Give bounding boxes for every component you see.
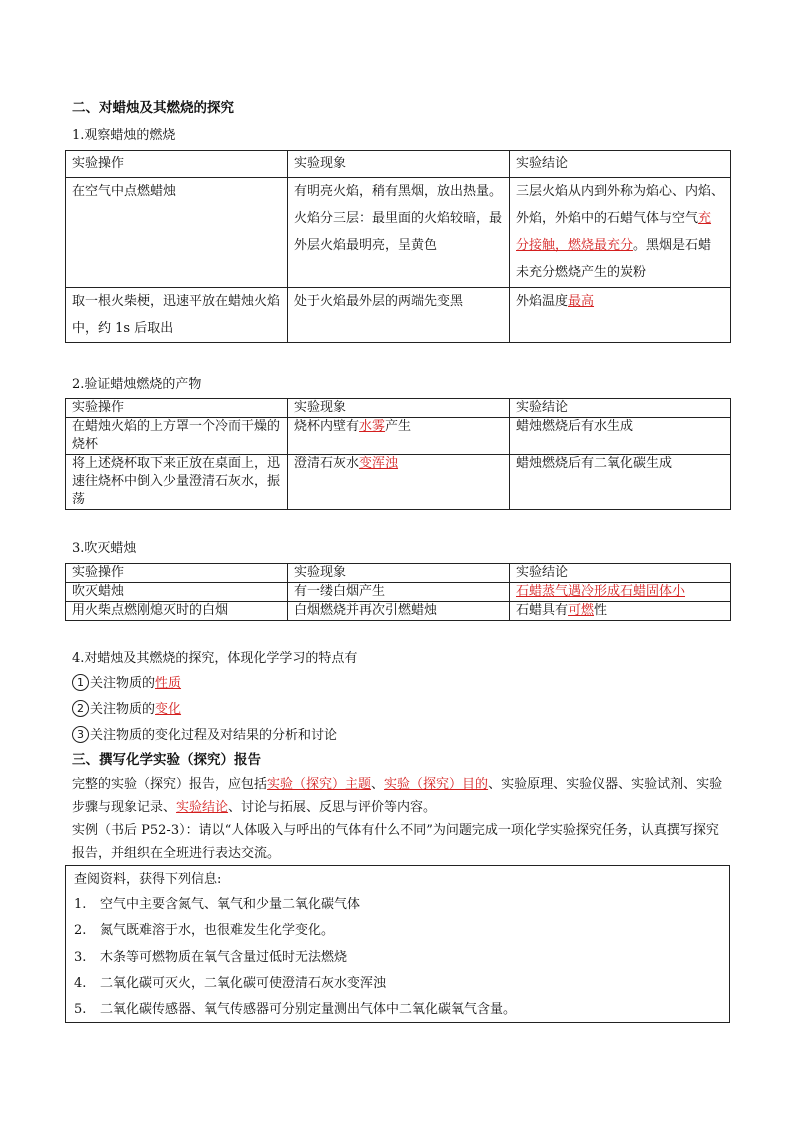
cell-phenomenon xyxy=(288,455,510,510)
answer-text: 实验结论 xyxy=(176,800,229,815)
paragraph-text: 完整的实验（探究）报告，应包括 xyxy=(72,777,268,792)
list-item xyxy=(74,998,516,1017)
header-operation: 实验操作 xyxy=(66,151,288,178)
list-item xyxy=(74,919,334,938)
cell-conclusion xyxy=(510,178,731,288)
cell-conclusion xyxy=(510,583,731,602)
conclusion-text: 性 xyxy=(594,603,608,618)
report-contents-paragraph xyxy=(72,773,727,819)
list-number: 1. xyxy=(74,897,87,912)
cell-phenomenon xyxy=(288,418,510,455)
phenomenon-text: 澄清石灰水 xyxy=(294,456,360,471)
cell-conclusion: 蜡烛燃烧后有水生成 xyxy=(510,418,731,455)
circled-number: 1 xyxy=(72,674,89,691)
feature-item xyxy=(72,698,181,717)
paragraph-text: 、实验原理、实验仪器、实验试剂、实验步骤与现象记录、 xyxy=(72,777,723,815)
cell-operation: 在蜡烛火焰的上方罩一个冷而干燥的烧杯 xyxy=(66,418,288,455)
list-text: 氮气既难溶于水，也很难发生化学变化。 xyxy=(100,923,335,938)
cell-conclusion xyxy=(510,288,731,343)
answer-text: 性质 xyxy=(155,676,182,691)
cell-operation: 将上述烧杯取下来正放在桌面上，迅速往烧杯中倒入少量澄清石灰水，振荡 xyxy=(66,455,288,510)
list-text: 空气中主要含氮气、氧气和少量二氧化碳气体 xyxy=(100,897,361,912)
feature-text: 关注物质的变化过程及对结果的分析和讨论 xyxy=(90,728,338,743)
reference-info-box xyxy=(65,865,730,1023)
feature-item xyxy=(72,672,181,691)
cell-conclusion: 蜡烛燃烧后有二氧化碳生成 xyxy=(510,455,731,510)
cell-conclusion xyxy=(510,602,731,621)
list-number: 5. xyxy=(74,1002,87,1017)
list-item xyxy=(74,946,347,965)
list-number: 2. xyxy=(74,923,87,938)
conclusion-text: 三层火焰从内到外称为焰心、内焰、外焰，外焰中的石蜡气体与空气 xyxy=(516,184,725,226)
cell-operation: 吹灭蜡烛 xyxy=(66,583,288,602)
cell-operation: 取一根火柴梗，迅速平放在蜡烛火焰中，约 1s 后取出 xyxy=(66,288,288,343)
header-phenomenon: 实验现象 xyxy=(288,399,510,418)
example-paragraph: 实例（书后 P52-3）：请以“人体吸入与呼出的气体有什么不同”为问题完成一项化学实验探究任务，认真撰写探究报告，并组织在全班进行表达交流。 xyxy=(72,823,719,861)
list-item xyxy=(74,893,360,912)
cell-operation: 在空气中点燃蜡烛 xyxy=(66,178,288,288)
conclusion-text: 石蜡具有 xyxy=(516,603,569,618)
subsection-2-title: 2.验证蜡烛燃烧的产物 xyxy=(72,377,202,392)
section-2-title: 二、对蜡烛及其燃烧的探究 xyxy=(72,100,234,116)
header-conclusion: 实验结论 xyxy=(510,151,731,178)
list-item xyxy=(74,972,386,991)
cell-phenomenon: 有一缕白烟产生 xyxy=(288,583,510,602)
table-verify-products xyxy=(65,398,731,510)
table-observe-burning xyxy=(65,150,731,343)
list-number: 3. xyxy=(74,950,87,965)
feature-text: 关注物质的 xyxy=(90,676,156,691)
header-conclusion: 实验结论 xyxy=(510,564,731,583)
cell-phenomenon: 处于火焰最外层的两端先变黑 xyxy=(288,288,510,343)
answer-text: 实验（探究）目的 xyxy=(384,777,489,792)
list-text: 二氧化碳可灭火，二氧化碳可使澄清石灰水变浑浊 xyxy=(100,976,387,991)
circled-number: 3 xyxy=(72,726,89,743)
phenomenon-text: 烧杯内壁有 xyxy=(294,419,360,434)
paragraph-text: 、讨论与拓展、反思与评价等内容。 xyxy=(228,800,437,815)
feature-item xyxy=(72,724,337,743)
answer-text: 最高 xyxy=(568,294,595,309)
phenomenon-text: 产生 xyxy=(385,419,412,434)
section-3-title: 三、撰写化学实验（探究）报告 xyxy=(72,752,261,768)
header-conclusion: 实验结论 xyxy=(510,399,731,418)
header-phenomenon: 实验现象 xyxy=(288,564,510,583)
circled-number: 2 xyxy=(72,700,89,717)
conclusion-text: 外焰温度 xyxy=(516,294,569,309)
point-4-title: 4.对蜡烛及其燃烧的探究，体现化学学习的特点有 xyxy=(72,651,358,666)
cell-phenomenon: 有明亮火焰，稍有黑烟，放出热量。火焰分三层：最里面的火焰较暗，最外层火焰最明亮，呈黄色 xyxy=(288,178,510,288)
header-operation: 实验操作 xyxy=(66,399,288,418)
answer-text: 变化 xyxy=(155,702,182,717)
answer-text: 可燃 xyxy=(568,603,595,618)
feature-text: 关注物质的 xyxy=(90,702,156,717)
cell-phenomenon: 白烟燃烧并再次引燃蜡烛 xyxy=(288,602,510,621)
answer-text: 变浑浊 xyxy=(359,456,399,471)
header-operation: 实验操作 xyxy=(66,564,288,583)
table-blow-out-candle xyxy=(65,563,731,621)
subsection-3-title: 3.吹灭蜡烛 xyxy=(72,541,137,556)
answer-text: 实验（探究）主题 xyxy=(267,777,372,792)
box-title: 查阅资料，获得下列信息: xyxy=(74,872,222,887)
list-text: 二氧化碳传感器、氧气传感器可分别定量测出气体中二氧化碳氧气含量。 xyxy=(100,1002,517,1017)
subsection-1-title: 1.观察蜡烛的燃烧 xyxy=(72,128,176,143)
answer-text: 石蜡蒸气遇冷形成石蜡固体小 xyxy=(516,584,686,599)
conclusion-text: 。黑烟是石蜡未充分燃烧产生的炭粉 xyxy=(516,238,712,280)
answer-text: 水雾 xyxy=(359,419,386,434)
paragraph-text: 、 xyxy=(371,777,385,792)
header-phenomenon: 实验现象 xyxy=(288,151,510,178)
list-number: 4. xyxy=(74,976,87,991)
cell-operation: 用火柴点燃刚熄灭时的白烟 xyxy=(66,602,288,621)
list-text: 木条等可燃物质在氧气含量过低时无法燃烧 xyxy=(100,950,348,965)
answer-text: 充分接触，燃烧最充分 xyxy=(516,211,712,253)
